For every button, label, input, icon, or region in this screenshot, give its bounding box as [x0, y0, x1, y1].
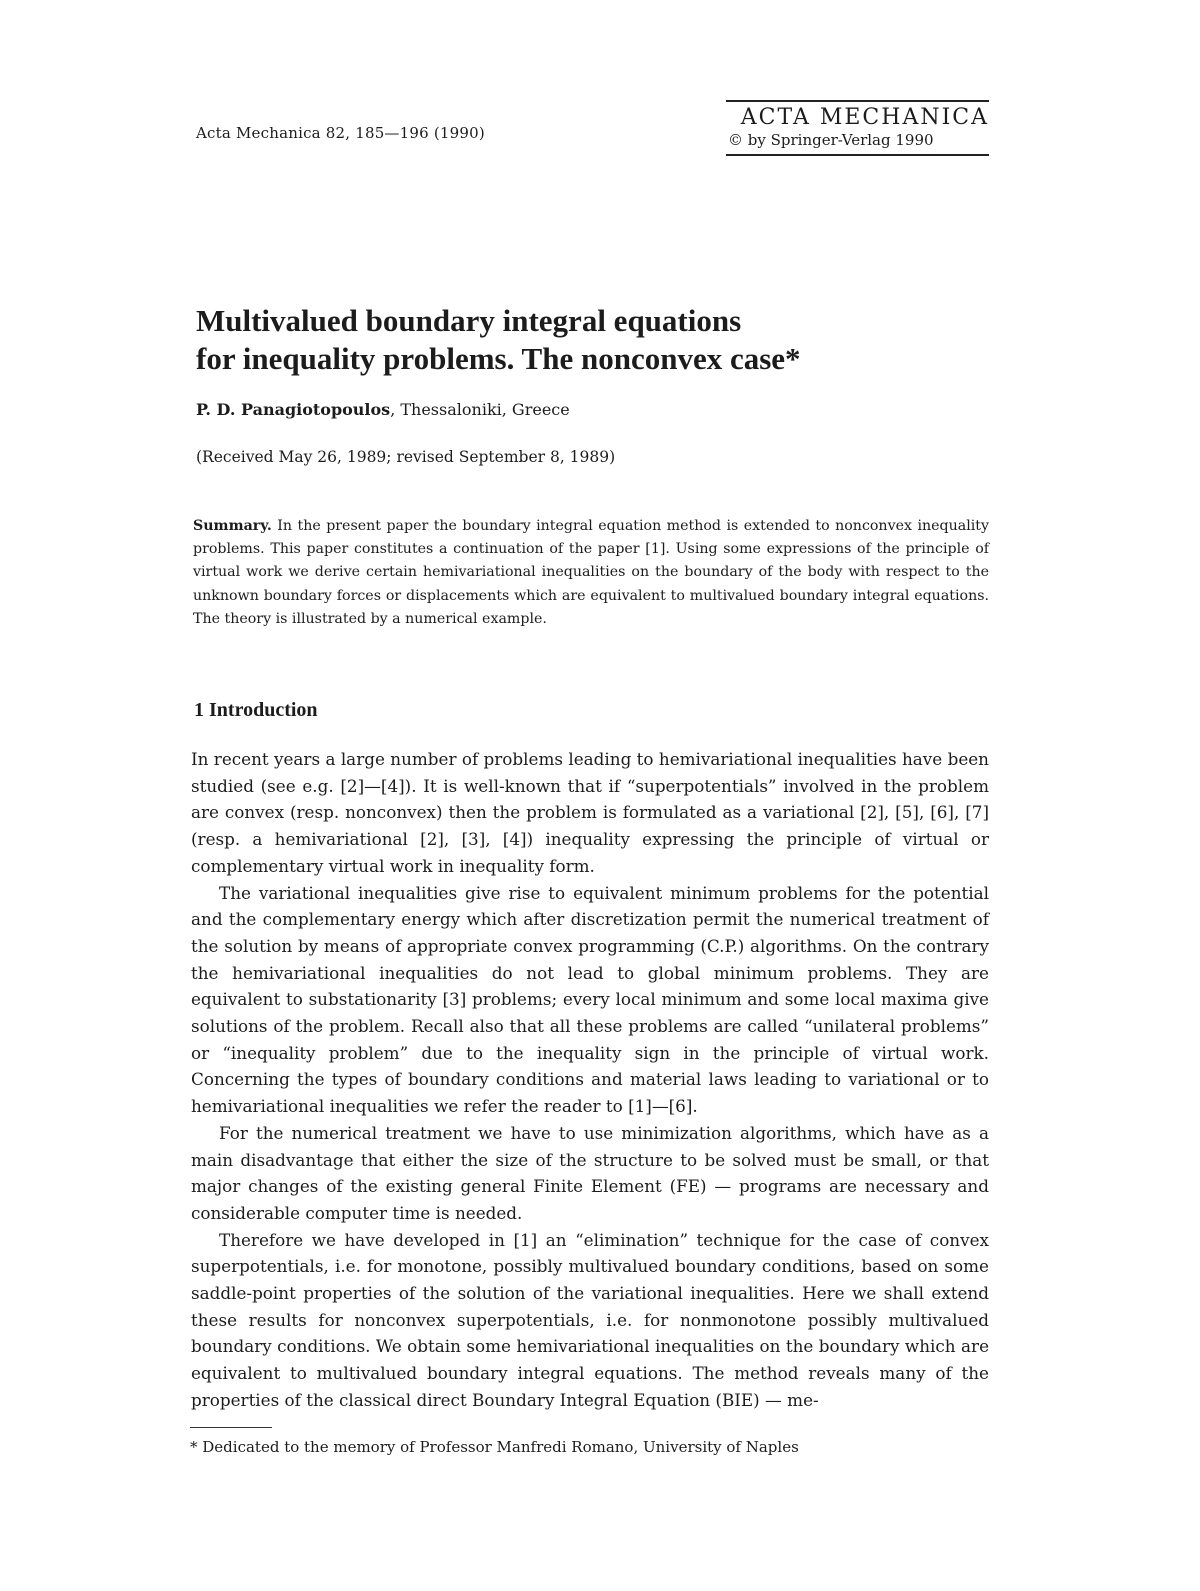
footnote-divider — [190, 1427, 272, 1428]
article-title-line-1: Multivalued boundary integral equations — [196, 303, 742, 338]
article-title-line-2: for inequality problems. The nonconvex case* — [196, 341, 801, 376]
article-title — [196, 302, 1016, 378]
author-location: , Thessaloniki, Greece — [390, 400, 570, 419]
author-name: P. D. Panagiotopoulos — [196, 400, 391, 419]
section-heading: 1 Introduction — [194, 699, 318, 721]
body-paragraph: The variational inequalities give rise to equivalent minimum problems for the potential and the complementary energy which after discretization permit the numerical treatment of the solution by means of appropriate convex programming (C.P.) algorithms. On the contrary the hemivariational inequalities do not lead to global minimum problems. They are equivalent to substationarity [3] problems; every local minimum and some local maxima give solutions of the problem. Recall also that all these problems are called “unilateral problems” or “inequality problem” due to the inequality sign in the principle of virtual work. Concerning the types of boundary conditions and material laws leading to variational or to hemivariational inequalities we refer the reader to [1]—[6]. — [191, 882, 989, 1117]
body-paragraph: In recent years a large number of problems leading to hemivariational inequalities have been studied (see e.g. [2]—[4]). It is well-known that if “superpotentials” involved in the problem are convex (resp. nonconvex) then the problem is formulated as a variational [2], [5], [6], [7] (resp. a hemivariational [2], [3], [4]) inequality expressing the principle of virtual or complementary virtual work in inequality form. — [191, 749, 989, 876]
abstract-label: Summary. — [193, 518, 272, 534]
journal-citation: Acta Mechanica 82, 185—196 (1990) — [196, 124, 485, 142]
abstract — [193, 515, 989, 631]
publisher-copyright: © by Springer-Verlag 1990 — [728, 131, 934, 149]
journal-masthead — [726, 100, 989, 156]
received-dates: (Received May 26, 1989; revised September 8, 1989) — [196, 448, 616, 466]
author-line — [196, 400, 570, 419]
abstract-text: In the present paper the boundary integral equation method is extended to nonconvex inequality problems. This paper constitutes a continuation of the paper [1]. Using some expressions of the principle of virtual work we derive certain hemivariational inequalities on the boundary of the body with respect to the unknown boundary forces or displacements which are equivalent to multivalued boundary integral equations. The theory is illustrated by a numerical example. — [193, 518, 989, 627]
section-body — [191, 746, 989, 1414]
body-paragraph: For the numerical treatment we have to use minimization algorithms, which have as a main disadvantage that either the size of the structure to be solved must be small, or that major changes of the existing general Finite Element (FE) — programs are necessary and considerable computer time is needed. — [191, 1122, 989, 1223]
body-paragraph: Therefore we have developed in [1] an “elimination” technique for the case of convex superpotentials, i.e. for monotone, possibly multivalued boundary conditions, based on some saddle-point properties of the solution of the variational inequalities. Here we shall extend these results for nonconvex superpotentials, i.e. for nonmonotone possibly multivalued boundary conditions. We obtain some hemivariational inequalities on the boundary which are equivalent to multivalued boundary integral equations. The method reveals many of the properties of the classical direct Boundary Integral Equation (BIE) — me- — [191, 1229, 989, 1410]
journal-name: ACTA MECHANICA — [740, 105, 989, 130]
footnote: * Dedicated to the memory of Professor Manfredi Romano, University of Naples — [190, 1438, 799, 1456]
